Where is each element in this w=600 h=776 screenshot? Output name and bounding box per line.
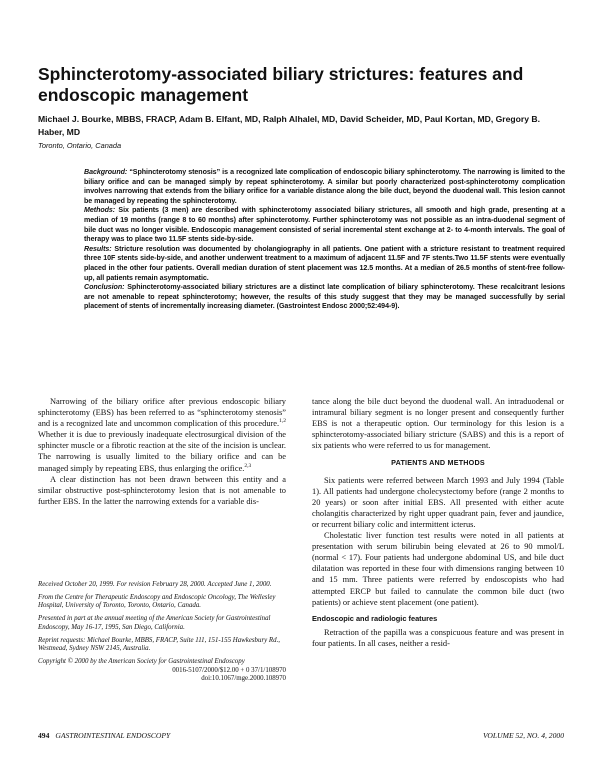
article-notes [38, 581, 286, 684]
note-code: 0016-5107/2000/$12.00 + 0 37/1/108970 [172, 666, 286, 674]
abstract-conclusion [84, 283, 565, 312]
abstract-methods [84, 206, 565, 244]
article-title: Sphincterotomy-associated biliary strictures: features and endoscopic management [38, 64, 524, 105]
abstract-background [84, 168, 565, 206]
abstract-background-text: “Sphincterotomy stenosis” is a recognized late complication of endoscopic biliary sphincterotomy. The narrowing is limited to the biliary orifice and can be managed simply by repeat sphincterotomy. A similar but poorly characterized post-sphincterotomy complication involves narrowing that extends from the biliary orifice for a variable distance along the bile duct, beyond the duodenal wall. This lesion cannot be managed by repeating the sphincterotomy. [84, 168, 566, 205]
body-paragraph: tance along the bile duct beyond the duodenal wall. An intraduodenal or intramural biliary segment is no longer present and consequently further EBS is not a therapeutic option. Our terminology for this lesion is a sphincterotomy-associated biliary stricture (SABS) and this is a report of six patients who were referred to us for management. [312, 397, 564, 451]
abstract-results-text: Stricture resolution was documented by cholangiography in all patients. One patient with a stricture resistant to treatment required three 10F stents side-by-side, and another underwent treatment to a maximum of adjacent 11.5F and 7F stents.Two 11.5F stents were eventually placed in the other four patients. Overall median duration of stent placement was 12.5 months. At a median of 26.5 months of stent-free follow-up, all patients remain asymptomatic. [84, 244, 566, 282]
body-paragraph: A clear distinction has not been drawn between this entity and a similar obstructive post-sphincterotomy lesion that is not amenable to further EBS. In the latter the narrowing extends for a variable dis- [38, 474, 286, 506]
journal-volume: VOLUME 52, NO. 4, 2000 [483, 731, 564, 740]
note-received: Received October 20, 1999. For revision February 28, 2000. Accepted June 1, 2000. [38, 581, 272, 588]
note-code-row [38, 667, 286, 676]
citation-superscript: 1,2 [279, 418, 286, 425]
note-reprint: Reprint requests: Michael Bourke, MBBS, FRACP, Suite 111, 151-155 Hawkesbury Rd., Westmead, Sydney NSW 2145, Australia. [38, 636, 281, 653]
note-from: From the Centre for Therapeutic Endoscopy and Endoscopic Oncology, The Wellesley Hospital, University of Toronto, Toronto, Ontario, Canada. [38, 593, 276, 610]
body-paragraph: Retraction of the papilla was a conspicuous feature and was present in four patients. In all cases, neither a resid- [312, 627, 564, 648]
body-column-left [38, 396, 286, 507]
body-paragraph [38, 396, 286, 474]
journal-name: GASTROINTESTINAL ENDOSCOPY [55, 731, 171, 740]
section-heading-patients-methods: PATIENTS AND METHODS [391, 458, 485, 468]
subsection-heading-endoscopic: Endoscopic and radiologic features [312, 613, 438, 623]
abstract-conclusion-label: Conclusion: [84, 283, 125, 292]
body-column-right [312, 396, 564, 649]
affiliation: Toronto, Ontario, Canada [38, 141, 122, 150]
abstract-results-label: Results: [84, 244, 112, 253]
note-copyright: Copyright © 2000 by the American Society for Gastrointestinal Endoscopy [38, 657, 245, 665]
footer-left [38, 731, 170, 740]
abstract-conclusion-text: Sphincterotomy-associated biliary strictures are a distinct late complication of biliary sphincterotomy. These recalcitrant lesions are not amenable to repeat sphincterotomy; however, the results of this study suggest that they may be managed successfully by serial placement of stents of incrementally increasing diameter. (Gastrointest Endosc 2000;52:494-9). [84, 283, 566, 311]
body-paragraph: Six patients were referred between March 1993 and July 1994 (Table 1). All patients had undergone cholecystectomy before (range 2 months to 20 years) or soon after initial EBS. All presented with either acute cholangitis characterized by right upper quadrant pain, fever and jaundice, or recurrent biliary colic and intermittent icterus. [312, 475, 564, 529]
abstract-methods-label: Methods: [84, 206, 116, 215]
abstract-background-label: Background: [84, 168, 128, 176]
abstract-results [84, 245, 565, 283]
page-footer [38, 731, 564, 740]
body-text: Whether it is due to previously inadequate electrosurgical division of the sphincter muscle or a fibrotic reaction at the site of the incision is unclear. The narrowing is usually limited to the biliary orifice and can be managed simply by repeating EBS, thus enlarging the orifice. [38, 430, 286, 473]
body-paragraph: Cholestatic liver function test results were noted in all patients at presentation with serum bilirubin being elevated at 26 to 90 mmol/L (normal < 17). Four patients had undergone abdominal US, and bile duct dilatation was reported in these four with dimensions ranging between 10 and 15 mm. Three patients were referred by endoscopists who had attempted ERCP but failed to cannulate the common bile duct (two patients) or achieve stent placement (one patient). [312, 531, 564, 607]
page-number: 494 [38, 731, 50, 740]
abstract-methods-text: Six patients (3 men) are described with sphincterotomy associated biliary strictures, all smooth and high grade, presenting at a median of 19 months (range 8 to 60 months) after sphincterotomy. Further sphincterotomy was not possible as an intra-duodenal segment of bile duct was no longer visible. Endoscopic management consisted of serial incremental stent exchange at 2- to 4-month intervals. The goal of therapy was to place two 11.5F stents side-by-side. [84, 206, 565, 244]
note-doi: doi:10.1067/mge.2000.108970 [201, 675, 286, 683]
note-presented: Presented in part at the annual meeting of the American Society for Gastrointestinal Endoscopy, May 16-17, 1995, San Diego, California. [38, 615, 271, 631]
body-text: Narrowing of the biliary orifice after previous endoscopic biliary sphincterotomy (EBS) has been referred to as “sphincterotomy stenosis” and is a recognized late and uncommon complication of this procedure. [38, 397, 286, 429]
abstract [84, 168, 565, 312]
citation-superscript: 2,3 [244, 462, 252, 469]
author-list: Michael J. Bourke, MBBS, FRACP, Adam B. Elfant, MD, Ralph Alhalel, MD, David Scheider, MD, Paul Kortan, MD, Gregory B. Haber, MD [38, 114, 541, 137]
